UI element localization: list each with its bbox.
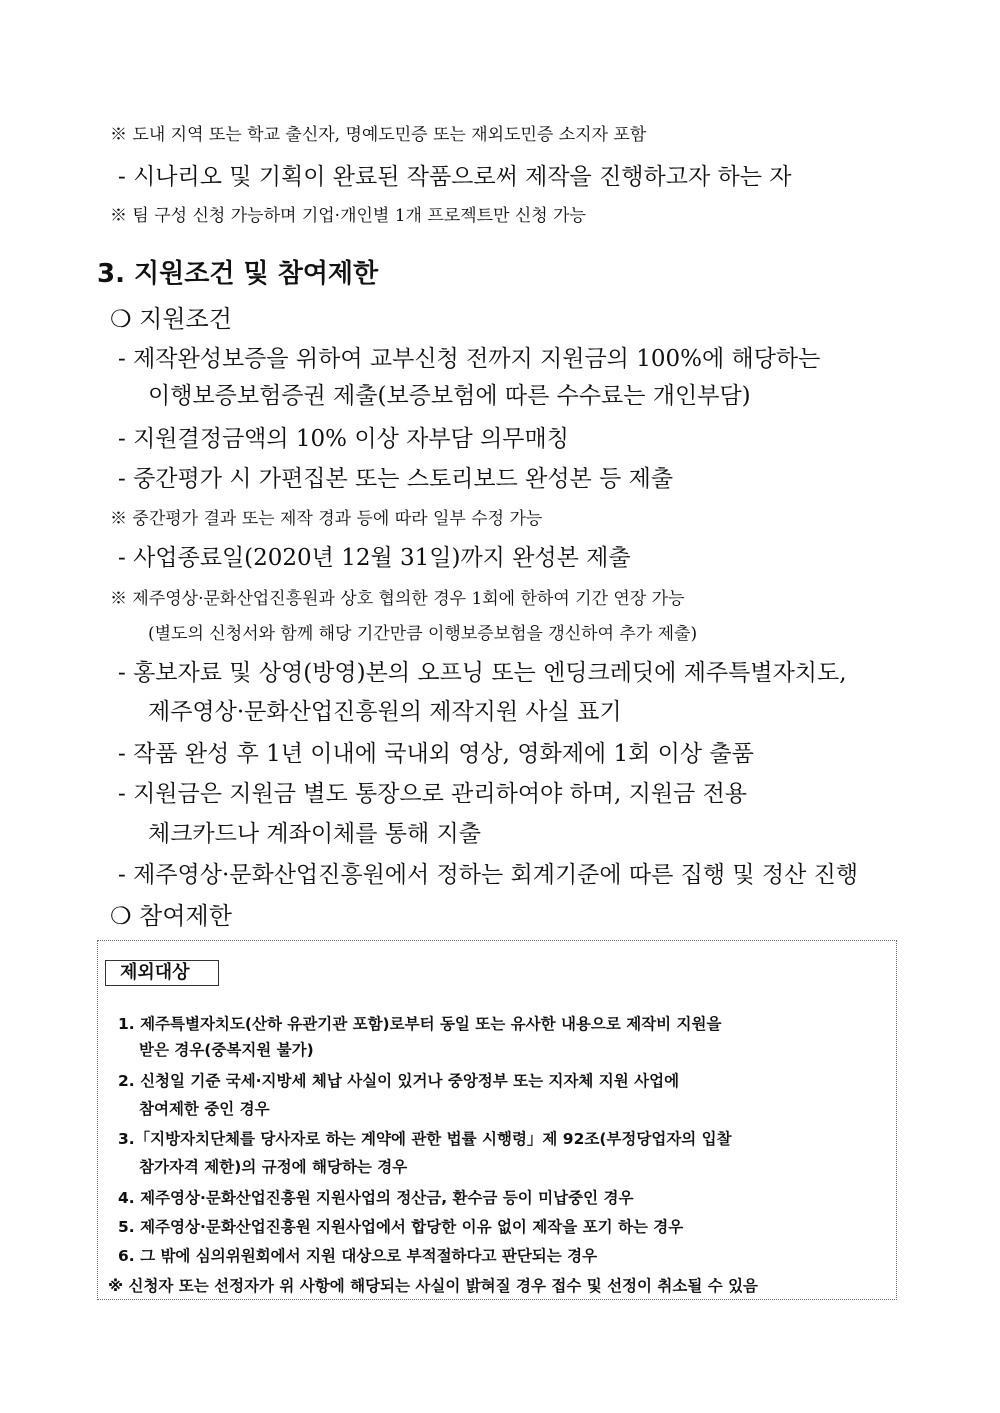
exclusion-item: 5. 제주영상·문화산업진흥원 지원사업에서 합당한 이유 없이 제작을 포기 하는 경우 (118, 1218, 684, 1236)
conditions-title: ❍ 지원조건 (110, 305, 232, 333)
exclusion-item: 6. 그 밖에 심의위원회에서 지원 대상으로 부적절하다고 판단되는 경우 (118, 1247, 598, 1265)
exclusion-label: 제외대상 (105, 960, 219, 986)
scenario-item: - 시나리오 및 기획이 완료된 작품으로써 제작을 진행하고자 하는 자 (118, 164, 792, 190)
restrictions-title: ❍ 참여제한 (110, 902, 232, 930)
exclusion-item: 참여제한 중인 경우 (139, 1100, 270, 1118)
exclusion-note: ※ 신청자 또는 선정자가 위 사항에 해당되는 사실이 밝혀질 경우 접수 및 선정이 취소될 수 있음 (108, 1277, 759, 1295)
condition-line: - 지원금은 지원금 별도 통장으로 관리하여야 하며, 지원금 전용 (118, 781, 748, 807)
team-note: ※ 팀 구성 신청 가능하며 기업·개인별 1개 프로젝트만 신청 가능 (110, 206, 586, 226)
condition-line: 제주영상·문화산업진흥원의 제작지원 사실 표기 (148, 699, 622, 725)
origin-note: ※ 도내 지역 또는 학교 출신자, 명예도민증 또는 재외도민증 소지자 포함 (110, 125, 647, 145)
condition-note: ※ 중간평가 결과 또는 제작 경과 등에 따라 일부 수정 가능 (110, 509, 543, 529)
condition-line: - 홍보자료 및 상영(방영)본의 오프닝 또는 엔딩크레딧에 제주특별자치도, (118, 660, 847, 686)
condition-line: 이행보증보험증권 제출(보증보험에 따른 수수료는 개인부담) (148, 383, 751, 409)
exclusion-item: 참가자격 제한)의 규정에 해당하는 경우 (139, 1158, 408, 1176)
condition-note: (별도의 신청서와 함께 해당 기간만큼 이행보증보험을 갱신하여 추가 제출) (148, 624, 698, 644)
condition-line: - 작품 완성 후 1년 이내에 국내외 영상, 영화제에 1회 이상 출품 (118, 741, 754, 767)
condition-line: - 지원결정금액의 10% 이상 자부담 의무매칭 (118, 426, 569, 452)
exclusion-item: 받은 경우(중복지원 불가) (139, 1041, 314, 1059)
condition-line: - 제주영상·문화산업진흥원에서 정하는 회계기준에 따른 집행 및 정산 진행 (118, 862, 859, 888)
section-title: 3. 지원조건 및 참여제한 (97, 259, 379, 289)
condition-note: ※ 제주영상·문화산업진흥원과 상호 협의한 경우 1회에 한하여 기간 연장 가능 (110, 589, 685, 609)
exclusion-item: 1. 제주특별자치도(산하 유관기관 포함)로부터 동일 또는 유사한 내용으로 제작비 지원을 (118, 1015, 722, 1033)
exclusion-item: 2. 신청일 기준 국세·지방세 체납 사실이 있거나 중앙정부 또는 지자체 지원 사업에 (118, 1072, 680, 1090)
condition-line: - 사업종료일(2020년 12월 31일)까지 완성본 제출 (118, 545, 631, 571)
condition-line: 체크카드나 계좌이체를 통해 지출 (148, 821, 481, 847)
exclusion-item: 4. 제주영상·문화산업진흥원 지원사업의 정산금, 환수금 등이 미납중인 경우 (118, 1189, 634, 1207)
condition-line: - 중간평가 시 가편집본 또는 스토리보드 완성본 등 제출 (118, 466, 674, 492)
exclusion-item: 3.「지방자치단체를 당사자로 하는 계약에 관한 법률 시행령」제 92조(부정당업자의 입찰 (118, 1130, 732, 1148)
condition-line: - 제작완성보증을 위하여 교부신청 전까지 지원금의 100%에 해당하는 (118, 346, 821, 372)
